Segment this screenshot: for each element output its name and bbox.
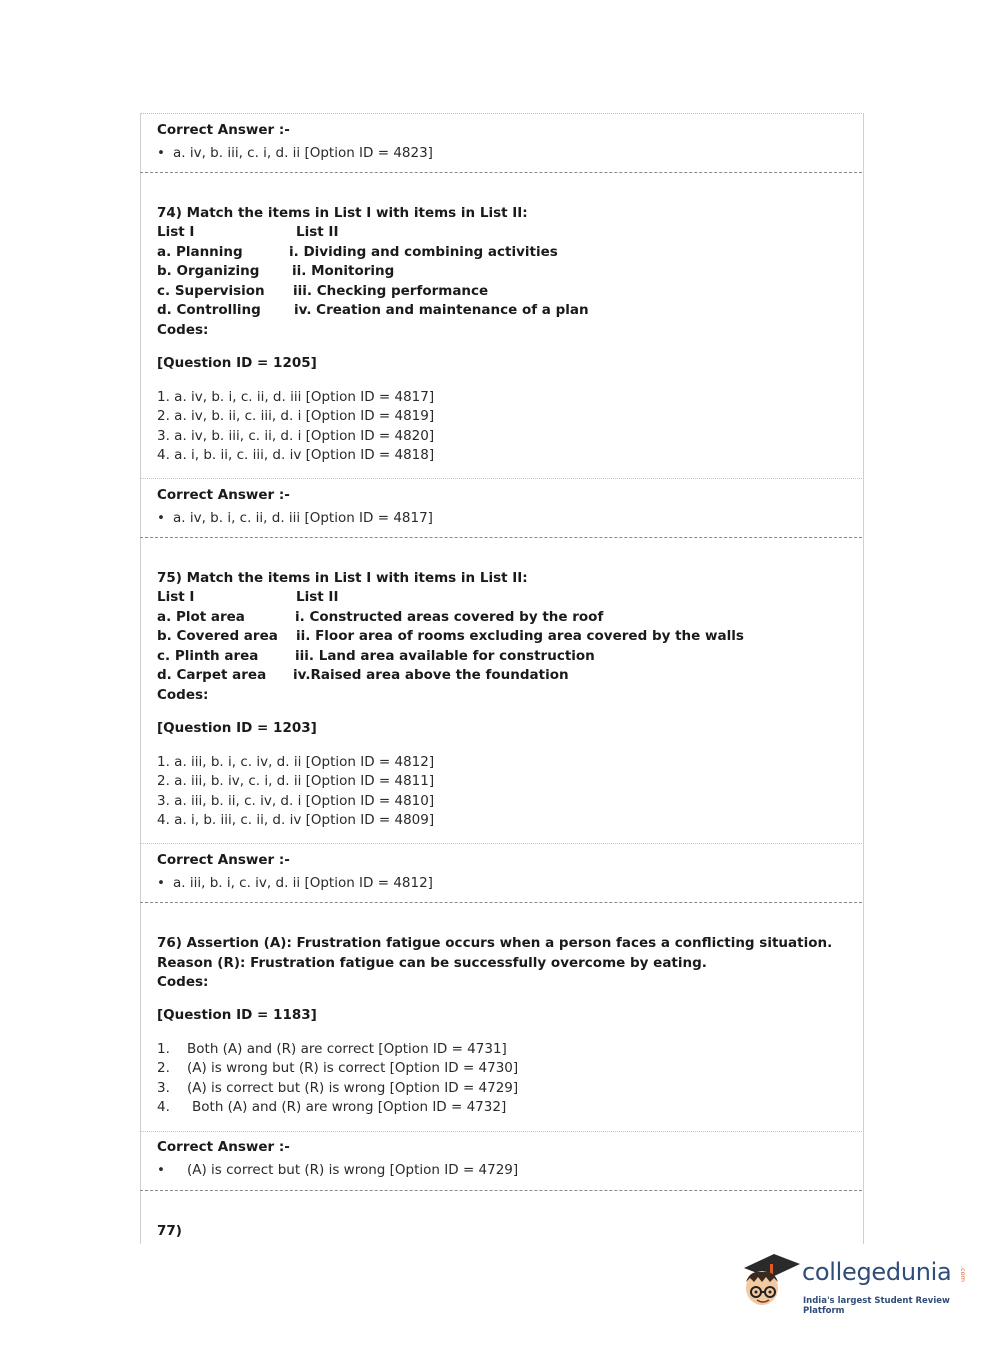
section-divider (140, 1190, 862, 1191)
codes-label: Codes: (157, 687, 209, 703)
list1-item: b. Covered area (157, 628, 278, 644)
option-number: 2. (157, 1060, 170, 1076)
answer-divider (140, 843, 862, 844)
list2-item: ii. Floor area of rooms excluding area covered by the walls (296, 628, 744, 644)
option: 3. a. iv, b. iii, c. ii, d. i [Option ID = 4820] (157, 428, 435, 444)
correct-answer-label: Correct Answer :- (157, 487, 290, 503)
option: 1. a. iii, b. i, c. iv, d. ii [Option ID = 4812] (157, 754, 435, 770)
list1-item: d. Carpet area (157, 667, 267, 683)
question-76-reason: Reason (R): Frustration fatigue can be successfully overcome by eating. (157, 955, 707, 971)
bullet-icon: • (157, 145, 165, 161)
list2-item: iii. Land area available for construction (295, 648, 595, 664)
mascot-icon (740, 1248, 802, 1318)
logo-suffix: .com (959, 1266, 967, 1282)
list2-header: List II (296, 224, 339, 240)
list1-item: a. Planning (157, 244, 243, 260)
correct-answer-label: Correct Answer :- (157, 1139, 290, 1155)
option: (A) is wrong but (R) is correct [Option ID = 4730] (187, 1060, 519, 1076)
answer-divider (140, 478, 862, 479)
option-number: 1. (157, 1041, 170, 1057)
list2-item: iv.Raised area above the foundation (293, 667, 569, 683)
correct-answer-text: a. iv, b. iii, c. i, d. ii [Option ID = 4823] (173, 145, 433, 161)
list1-header: List I (157, 224, 195, 240)
bullet-icon: • (157, 875, 165, 891)
option: (A) is correct but (R) is wrong [Option ID = 4729] (187, 1080, 519, 1096)
question-id: [Question ID = 1183] (157, 1007, 317, 1023)
logo-wordmark: collegedunia (802, 1258, 952, 1286)
list1-item: c. Plinth area (157, 648, 259, 664)
option: Both (A) and (R) are correct [Option ID = 4731] (187, 1041, 507, 1057)
list1-item: b. Organizing (157, 263, 260, 279)
correct-answer (157, 875, 433, 891)
option: 2. a. iv, b. ii, c. iii, d. i [Option ID = 4819] (157, 408, 435, 424)
list1-item: c. Supervision (157, 283, 265, 299)
list2-item: iv. Creation and maintenance of a plan (294, 302, 589, 318)
question-77-heading: 77) (157, 1223, 182, 1239)
correct-answer (157, 510, 433, 526)
question-75-heading: 75) Match the items in List I with items in List II: (157, 570, 528, 586)
collegedunia-logo[interactable] (740, 1248, 970, 1318)
list1-item: a. Plot area (157, 609, 245, 625)
correct-answer-text: a. iv, b. i, c. ii, d. iii [Option ID = 4817] (173, 510, 433, 526)
question-id: [Question ID = 1203] (157, 720, 317, 736)
correct-answer-label: Correct Answer :- (157, 122, 290, 138)
list1-item: d. Controlling (157, 302, 261, 318)
question-id: [Question ID = 1205] (157, 355, 317, 371)
question-76-assertion: 76) Assertion (A): Frustration fatigue occurs when a person faces a conflicting situation. (157, 935, 833, 951)
list1-header: List I (157, 589, 195, 605)
section-divider (140, 537, 862, 538)
option: 4. a. i, b. ii, c. iii, d. iv [Option ID = 4818] (157, 447, 435, 463)
list2-item: ii. Monitoring (292, 263, 395, 279)
codes-label: Codes: (157, 322, 209, 338)
option: 1. a. iv, b. i, c. ii, d. iii [Option ID = 4817] (157, 389, 435, 405)
question-74-heading: 74) Match the items in List I with items in List II: (157, 205, 528, 221)
list2-item: iii. Checking performance (293, 283, 489, 299)
bullet-icon: • (157, 510, 165, 526)
correct-answer (157, 1162, 518, 1178)
list2-item: i. Constructed areas covered by the roof (295, 609, 604, 625)
section-divider (140, 172, 862, 173)
option: 4. a. i, b. iii, c. ii, d. iv [Option ID = 4809] (157, 812, 435, 828)
option: 2. a. iii, b. iv, c. i, d. ii [Option ID = 4811] (157, 773, 435, 789)
logo-tagline: India's largest Student Review Platform (803, 1296, 950, 1316)
correct-answer-text: (A) is correct but (R) is wrong [Option ID = 4729] (187, 1162, 519, 1178)
correct-answer-text: a. iii, b. i, c. iv, d. ii [Option ID = 4812] (173, 875, 433, 891)
option-number: 4. (157, 1099, 170, 1115)
bullet-icon: • (157, 1162, 165, 1178)
codes-label: Codes: (157, 974, 209, 990)
list2-item: i. Dividing and combining activities (289, 244, 558, 260)
option: Both (A) and (R) are wrong [Option ID = 4732] (192, 1099, 507, 1115)
option-number: 3. (157, 1080, 170, 1096)
option: 3. a. iii, b. ii, c. iv, d. i [Option ID = 4810] (157, 793, 435, 809)
list2-header: List II (296, 589, 339, 605)
correct-answer (157, 145, 433, 161)
answer-divider (140, 1131, 862, 1132)
section-divider (140, 902, 862, 903)
correct-answer-label: Correct Answer :- (157, 852, 290, 868)
